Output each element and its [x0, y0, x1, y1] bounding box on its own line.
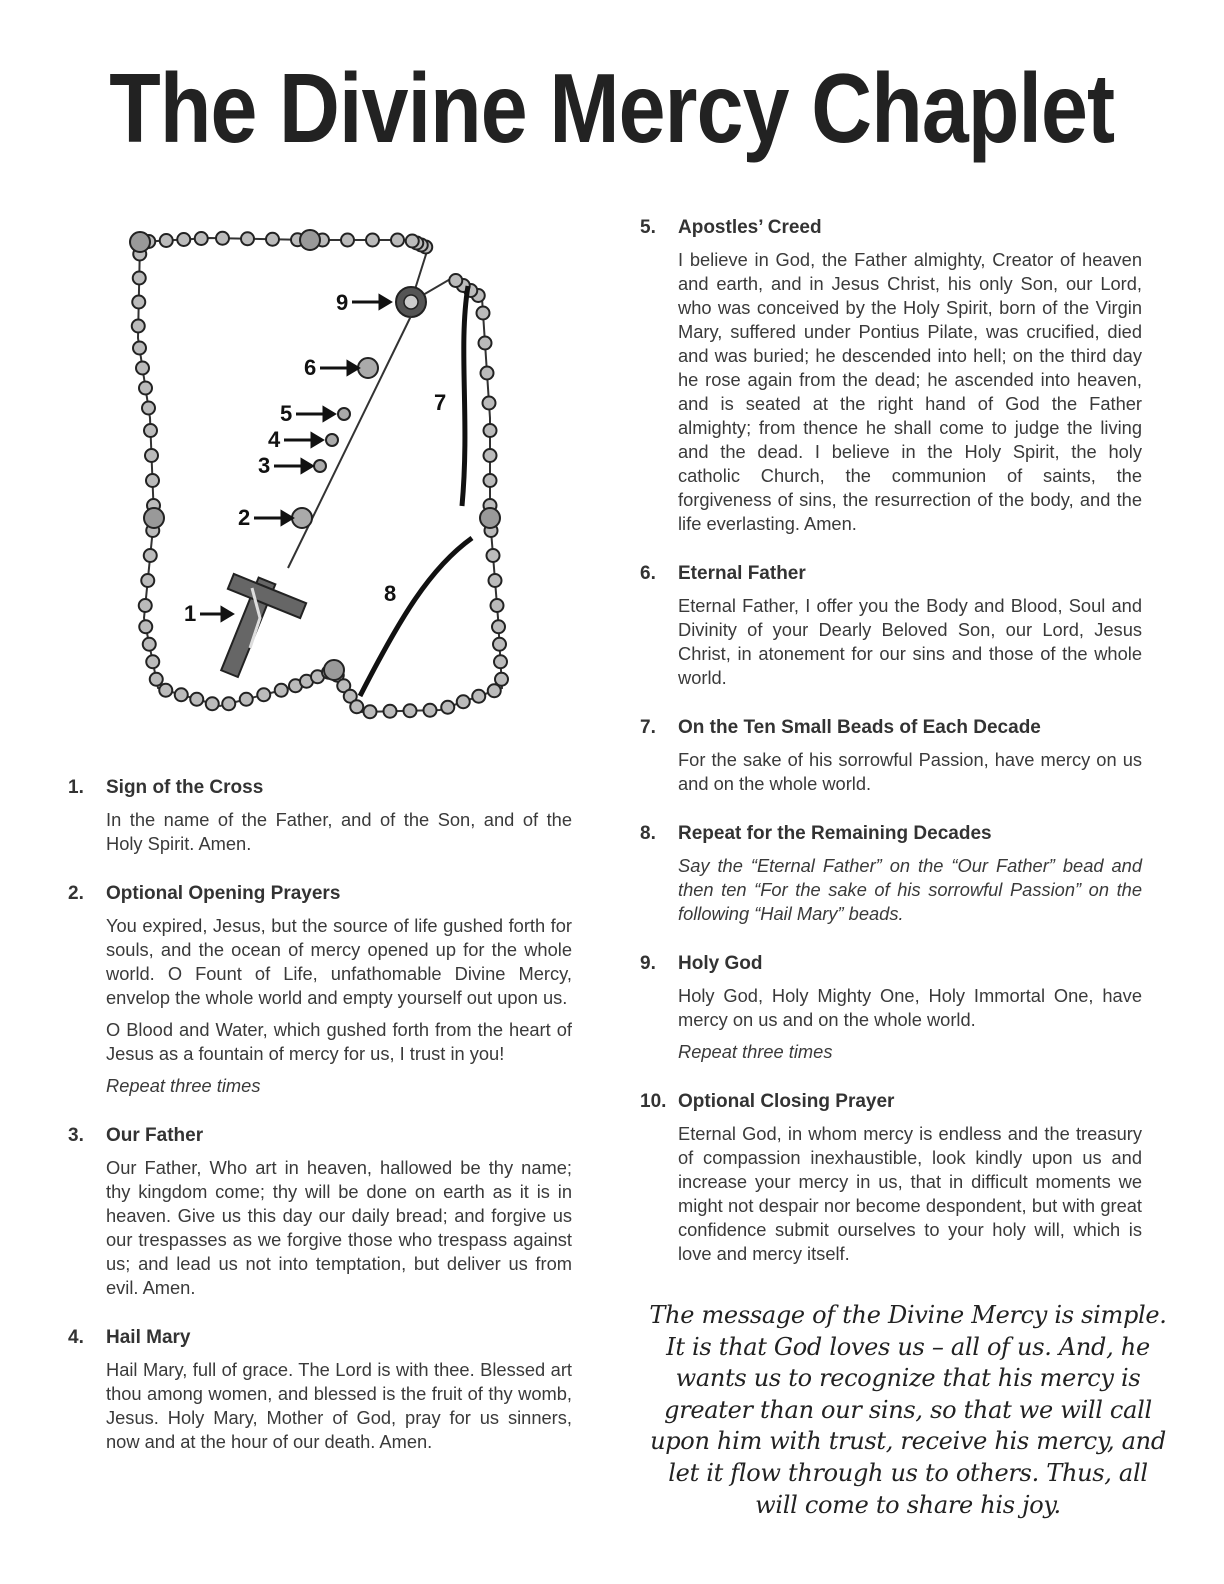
- prayer-number: 4.: [68, 1327, 84, 1348]
- prayer-item: [640, 716, 1142, 796]
- bead: [266, 233, 279, 246]
- bead: [175, 688, 188, 701]
- crucifix-icon: [221, 574, 306, 677]
- bead: [142, 402, 155, 415]
- prayer-heading: [68, 1326, 572, 1350]
- prayer-item: [640, 562, 1142, 690]
- bead: [477, 307, 490, 320]
- prayer-item: [640, 216, 1142, 536]
- decade-bracket-7: [462, 286, 468, 506]
- prayer-number: 9.: [640, 953, 656, 974]
- bead: [484, 424, 497, 437]
- prayer-text: In the name of the Father, and of the Son, and of the Holy Spirit. Amen.: [106, 809, 572, 854]
- prayer-title: Holy God: [678, 953, 763, 974]
- prayer-item: [68, 882, 572, 1098]
- large-bead: [300, 230, 320, 250]
- bead: [457, 695, 470, 708]
- prayer-heading: [640, 716, 1142, 740]
- prayer-text: For the sake of his sorrowful Passion, have mercy on us and on the whole world.: [678, 749, 1142, 794]
- large-bead: [324, 660, 344, 680]
- large-bead: [144, 508, 164, 528]
- pendant-bead: [292, 508, 312, 528]
- repeat-note: Repeat three times: [678, 1041, 833, 1062]
- pendant-chain: [288, 316, 411, 568]
- bead: [449, 274, 462, 287]
- prayer-item: [68, 1326, 572, 1454]
- bead: [484, 474, 497, 487]
- prayer-number: 1.: [68, 777, 84, 798]
- prayer-item: [640, 952, 1142, 1064]
- label-4: 4: [268, 427, 281, 452]
- bead: [350, 700, 363, 713]
- bead: [190, 693, 203, 706]
- bead: [159, 684, 172, 697]
- pendant-bead: [338, 408, 350, 420]
- bead: [240, 693, 253, 706]
- prayer-heading: [68, 776, 572, 800]
- pendant-bead: [358, 358, 378, 378]
- bead: [384, 705, 397, 718]
- prayer-title: Our Father: [106, 1125, 204, 1146]
- prayer-number: 7.: [640, 717, 656, 738]
- label-9: 9: [336, 290, 349, 315]
- label-8: 8: [384, 581, 397, 606]
- rosary-loop: [130, 230, 508, 718]
- bead: [195, 232, 208, 245]
- bead: [241, 232, 254, 245]
- bead: [483, 397, 496, 410]
- bead: [491, 599, 504, 612]
- bead: [141, 574, 154, 587]
- centerpiece-medal: [396, 287, 426, 317]
- prayer-heading: [640, 562, 1142, 586]
- prayer-text: You expired, Jesus, but the source of life gushed forth for souls, and the ocean of mercy opened up for the whole world. O Fount of Life, unfathomable Divine Mercy, envelop the whole world and empty yourself out upon us.: [106, 915, 572, 1008]
- repeat-note: Repeat three times: [106, 1075, 261, 1096]
- prayer-item: [640, 1090, 1142, 1266]
- bead: [146, 474, 159, 487]
- prayer-number: 3.: [68, 1125, 84, 1146]
- bead: [177, 233, 190, 246]
- prayer-heading: [68, 1124, 572, 1148]
- prayer-heading: [640, 216, 1142, 240]
- bead: [139, 620, 152, 633]
- prayer-title: Sign of the Cross: [106, 777, 264, 798]
- prayer-text: Our Father, Who art in heaven, hallowed be thy name; thy kingdom come; thy will be done on earth as it is in heaven. Give us this day our daily bread; and forgive us our trespasses as we forgive those who trespass against us; and lead us not into temptation, but deliver us from evil. Amen.: [106, 1157, 572, 1298]
- bead: [132, 320, 145, 333]
- prayer-text: Eternal God, in whom mercy is endless and the treasury of compassion inexhaustible, look kindly upon us and increase your mercy in us, that in difficult moments we might not despair nor become despondent, but with great confidence submit ourselves to your holy will, which is love and mercy itself.: [678, 1123, 1142, 1264]
- bead: [481, 367, 494, 380]
- bead: [391, 234, 404, 247]
- prayer-heading: [640, 822, 1142, 846]
- prayer-number: 2.: [68, 883, 84, 904]
- bead: [484, 449, 497, 462]
- prayer-text: Hail Mary, full of grace. The Lord is with thee. Blessed art thou among women, and blessed is the fruit of thy womb, Jesus. Holy Mary, Mother of God, pray for us sinners, now and at the hour of our death. Amen.: [106, 1359, 572, 1452]
- prayer-number: 6.: [640, 563, 656, 584]
- right-column: [640, 216, 1142, 1292]
- prayer-number: 10.: [640, 1091, 667, 1112]
- bead: [404, 704, 417, 717]
- label-7: 7: [434, 390, 447, 415]
- bead: [406, 235, 419, 248]
- bead: [495, 673, 508, 686]
- prayer-text: Holy God, Holy Mighty One, Holy Immortal One, have mercy on us and on the whole world.: [678, 985, 1142, 1030]
- prayer-text: Eternal Father, I offer you the Body and Blood, Soul and Divinity of your Dearly Beloved Son, our Lord, Jesus Christ, in atonement for our sins and those of the whole world.: [678, 595, 1142, 688]
- prayer-heading: [640, 952, 1142, 976]
- bead: [133, 342, 146, 355]
- bead: [133, 272, 146, 285]
- bead: [492, 620, 505, 633]
- prayer-instruction: Say the “Eternal Father” on the “Our Father” bead and then ten “For the sake of his sorrowful Passion” on the following “Hail Mary” beads.: [678, 855, 1142, 924]
- label-6: 6: [304, 355, 317, 380]
- bead: [132, 296, 145, 309]
- bead: [143, 638, 156, 651]
- bead: [472, 690, 485, 703]
- bead: [487, 549, 500, 562]
- label-2: 2: [238, 505, 251, 530]
- bead: [441, 701, 454, 714]
- bead: [493, 638, 506, 651]
- closing-quote: The message of the Divine Mercy is simple. It is that God loves us – all of us. And, he wants us to recognize that his mercy is greater than our sins, so that we will call upon him with trust, receive his mercy, and let it flow through us to others. Thus, all will come to share his joy.: [649, 1301, 1167, 1519]
- prayer-item: [68, 776, 572, 856]
- decade-bracket-8: [360, 538, 472, 696]
- prayer-item: [68, 1124, 572, 1300]
- prayer-text: O Blood and Water, which gushed forth from the heart of Jesus as a fountain of mercy for us, I trust in you!: [106, 1019, 572, 1064]
- bead: [144, 424, 157, 437]
- prayer-title: Optional Closing Prayer: [678, 1091, 895, 1112]
- bead: [206, 697, 219, 710]
- prayer-title: Apostles’ Creed: [678, 217, 822, 238]
- label-5: 5: [280, 401, 293, 426]
- label-3: 3: [258, 453, 271, 478]
- bead: [479, 337, 492, 350]
- left-column: [68, 776, 572, 1480]
- prayer-number: 8.: [640, 823, 656, 844]
- bead: [257, 688, 270, 701]
- prayer-title: Repeat for the Remaining Decades: [678, 823, 992, 844]
- pendant-bead: [314, 460, 326, 472]
- bead: [136, 362, 149, 375]
- bead: [150, 673, 163, 686]
- prayer-heading: [640, 1090, 1142, 1114]
- prayer-text: I believe in God, the Father almighty, Creator of heaven and earth, and in Jesus Christ, his only Son, our Lord, who was conceived by the Holy Spirit, born of the Virgin Mary, suffered under Pontius Pilate, was crucified, died and was buried; he descended into hell; on the third day he rose again from the dead; he ascended into heaven, and is seated at the right hand of God the Father almighty; from thence he shall come to judge the living and the dead. I believe in the Holy Spirit, the holy catholic Church, the communion of saints, the forgiveness of sins, the resurrection of the body, and the life everlasting. Amen.: [678, 249, 1142, 534]
- prayer-title: Eternal Father: [678, 563, 806, 584]
- bead: [366, 234, 379, 247]
- bead: [222, 697, 235, 710]
- large-bead: [480, 508, 500, 528]
- prayer-number: 5.: [640, 217, 656, 238]
- bead: [160, 234, 173, 247]
- bead: [139, 382, 152, 395]
- prayer-item: [640, 822, 1142, 926]
- bead: [216, 232, 229, 245]
- large-bead: [130, 232, 150, 252]
- chaplet-diagram: [110, 218, 530, 728]
- bead: [144, 549, 157, 562]
- page-title: The Divine Mercy Chaplet: [109, 53, 1115, 163]
- bead: [275, 684, 288, 697]
- prayer-title: On the Ten Small Beads of Each Decade: [678, 717, 1041, 738]
- bead: [139, 599, 152, 612]
- prayer-title: Optional Opening Prayers: [106, 883, 341, 904]
- bead: [424, 704, 437, 717]
- bead: [341, 234, 354, 247]
- prayer-title: Hail Mary: [106, 1327, 191, 1348]
- bead: [494, 655, 507, 668]
- prayer-heading: [68, 882, 572, 906]
- label-1: 1: [184, 601, 197, 626]
- bead: [364, 705, 377, 718]
- bead: [146, 655, 159, 668]
- pendant-bead: [326, 434, 338, 446]
- bead: [145, 449, 158, 462]
- bead: [489, 574, 502, 587]
